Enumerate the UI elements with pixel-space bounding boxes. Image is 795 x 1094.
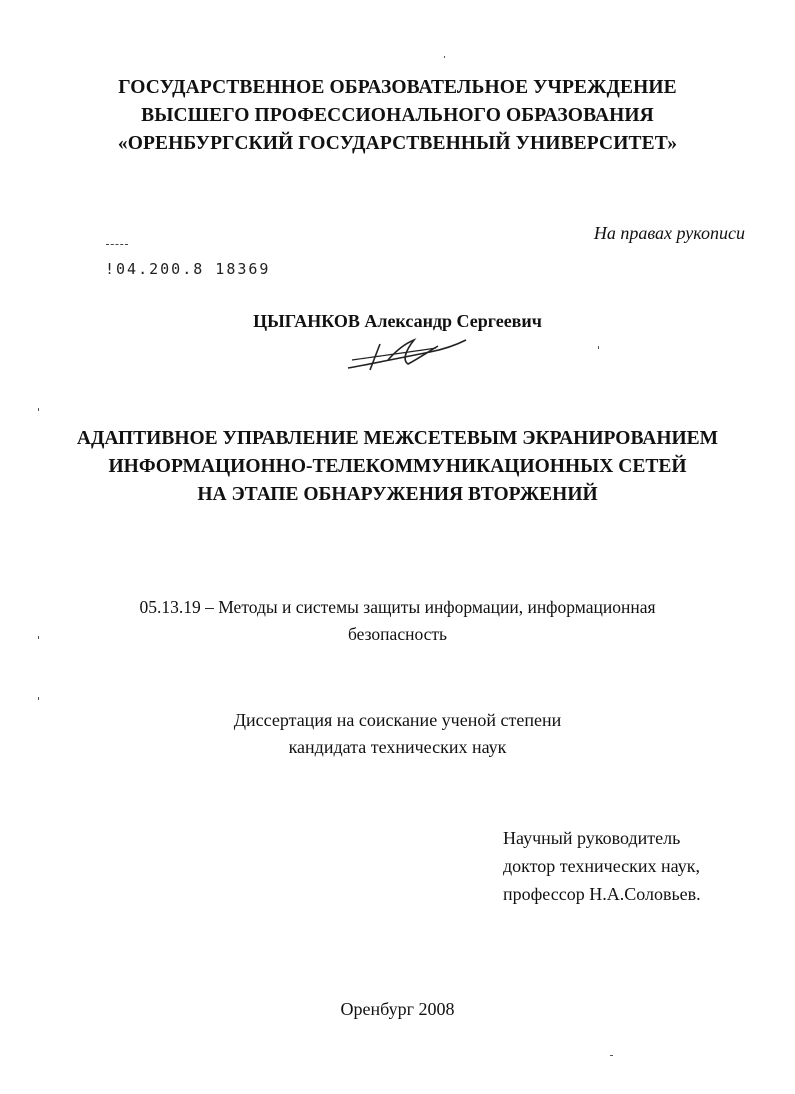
specialty: [0, 594, 795, 648]
scientific-advisor: [503, 824, 701, 908]
thesis-title-line-2: ИНФОРМАЦИОННО-ТЕЛЕКОММУНИКАЦИОННЫХ СЕТЕЙ: [108, 456, 687, 477]
scan-speck: [38, 697, 39, 700]
city-year: Оренбург 2008: [340, 999, 455, 1019]
scan-speck: [38, 408, 39, 411]
thesis-title: [0, 425, 795, 509]
rights-note: На правах рукописи: [593, 223, 745, 243]
library-stamp-code: !04.200.8 18369: [105, 260, 271, 278]
specialty-line-1: 05.13.19 – Методы и системы защиты информации, информационная: [139, 597, 656, 617]
scan-speck: [38, 636, 39, 639]
institution-header: [0, 74, 795, 158]
advisor-line-1: Научный руководитель: [503, 828, 681, 848]
degree-statement: [0, 707, 795, 761]
scan-speck: [610, 1055, 613, 1056]
author-surname: ЦЫГАНКОВ: [253, 311, 360, 331]
specialty-line-2: безопасность: [347, 624, 448, 644]
advisor-line-3: профессор Н.А.Соловьев.: [503, 884, 701, 904]
institution-line-2: ВЫСШЕГО ПРОФЕССИОНАЛЬНОГО ОБРАЗОВАНИЯ: [141, 105, 654, 126]
author-given-names: Александр Сергеевич: [364, 311, 542, 331]
thesis-title-line-3: НА ЭТАПЕ ОБНАРУЖЕНИЯ ВТОРЖЕНИЙ: [197, 484, 598, 505]
degree-line-2: кандидата технических наук: [288, 737, 507, 757]
stamp-dash-mark: [106, 244, 128, 247]
thesis-title-line-1: АДАПТИВНОЕ УПРАВЛЕНИЕ МЕЖСЕТЕВЫМ ЭКРАНИРОВАНИЕМ: [76, 428, 719, 449]
author-signature: [340, 330, 470, 375]
institution-line-3: «ОРЕНБУРГСКИЙ ГОСУДАРСТВЕННЫЙ УНИВЕРСИТЕТ»: [117, 133, 678, 154]
scan-speck: [444, 56, 445, 58]
degree-line-1: Диссертация на соискание ученой степени: [233, 710, 562, 730]
advisor-line-2: доктор технических наук,: [503, 856, 700, 876]
scan-speck: [598, 346, 599, 349]
institution-line-1: ГОСУДАРСТВЕННОЕ ОБРАЗОВАТЕЛЬНОЕ УЧРЕЖДЕНИЕ: [118, 77, 677, 98]
